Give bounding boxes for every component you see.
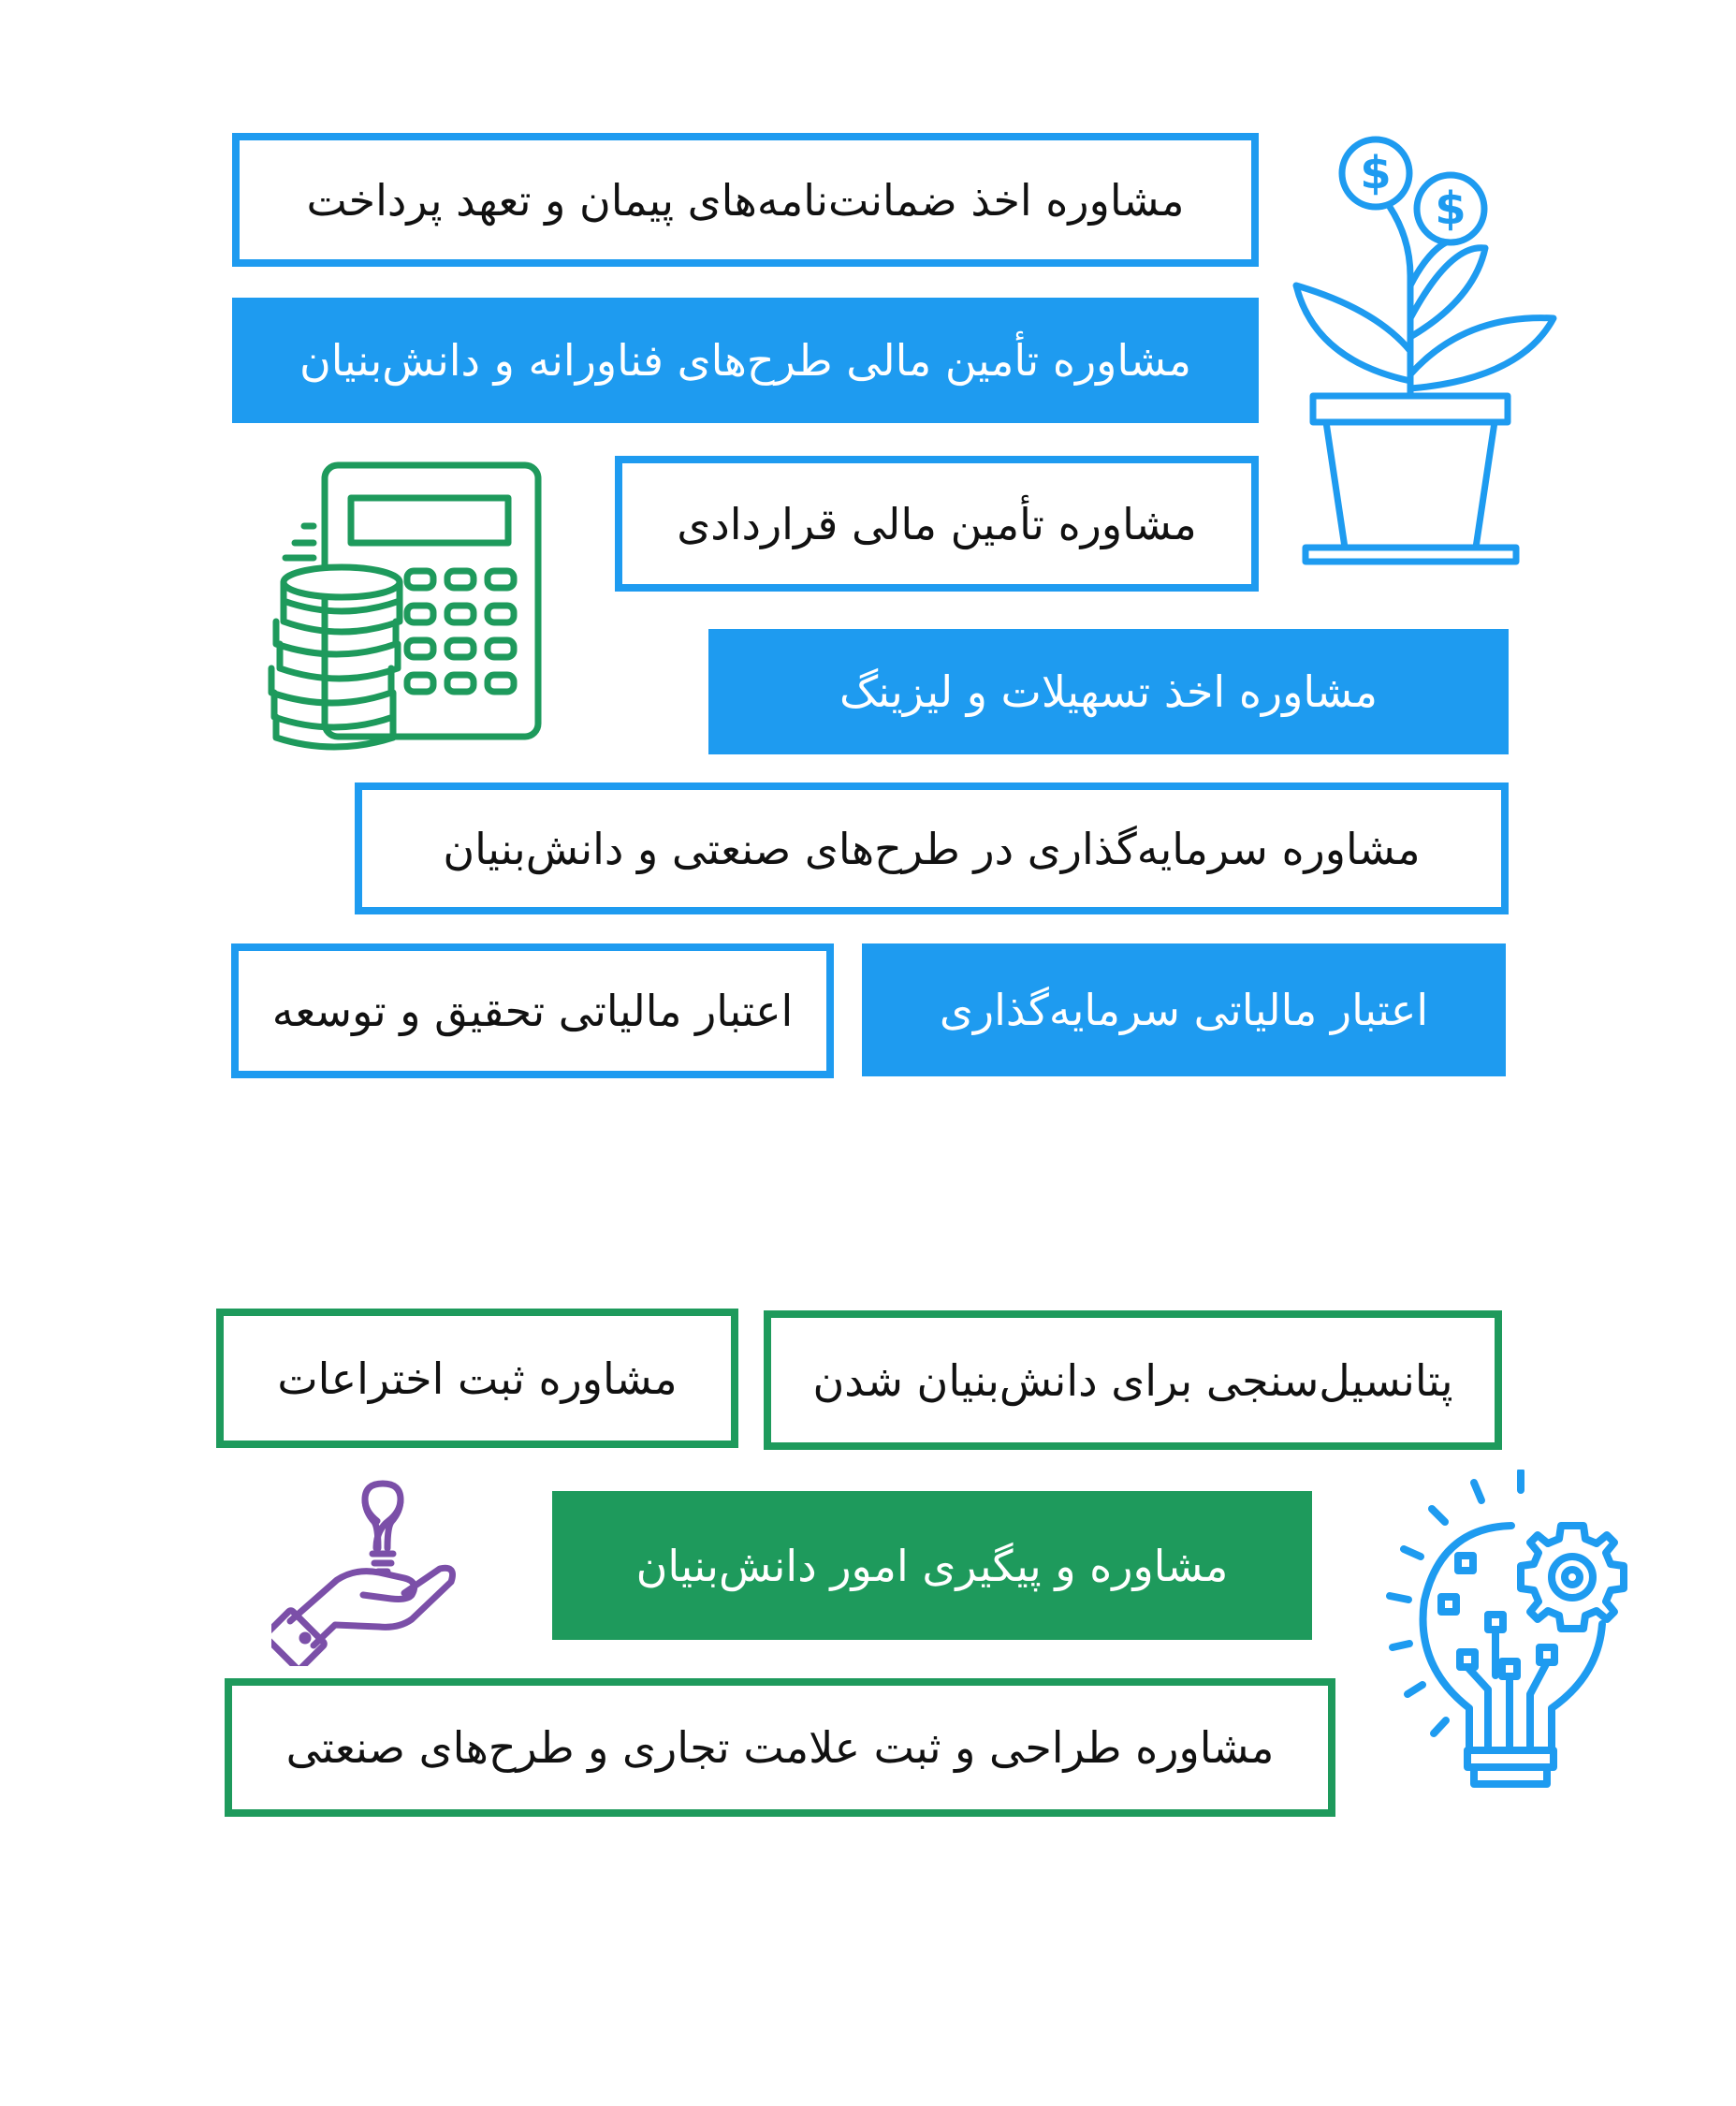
service-label: مشاوره اخذ ضمانت‌نامه‌های پیمان و تعهد پرداخت bbox=[306, 174, 1185, 226]
hand-lightbulb-icon bbox=[271, 1479, 459, 1666]
calculator-coins-icon bbox=[267, 461, 543, 760]
service-label: مشاوره تأمین مالی طرح‌های فناورانه و دانش‌بنیان bbox=[299, 335, 1192, 386]
service-knowledge-affairs[interactable] bbox=[552, 1491, 1312, 1640]
service-industrial-investment[interactable] bbox=[355, 782, 1509, 914]
service-contract-financing[interactable] bbox=[615, 456, 1259, 592]
money-plant-icon bbox=[1287, 136, 1563, 566]
service-label: مشاوره اخذ تسهیلات و لیزینگ bbox=[839, 666, 1379, 717]
service-label: مشاوره تأمین مالی قراردادی bbox=[677, 498, 1197, 549]
service-label: اعتبار مالیاتی تحقیق و توسعه bbox=[271, 986, 794, 1036]
service-label: پتانسیل‌سنجی برای دانش‌بنیان شدن bbox=[812, 1354, 1453, 1406]
service-patent-registration[interactable] bbox=[216, 1309, 738, 1448]
svg-text:$: $ bbox=[1360, 147, 1392, 199]
service-investment-tax-credit[interactable] bbox=[862, 943, 1506, 1076]
service-label: اعتبار مالیاتی سرمایه‌گذاری bbox=[939, 985, 1429, 1035]
service-trademark-design[interactable] bbox=[225, 1678, 1335, 1817]
service-label: مشاوره و پیگیری امور دانش‌بنیان bbox=[635, 1540, 1229, 1591]
service-knowledge-potential[interactable] bbox=[764, 1310, 1502, 1450]
service-label: مشاوره سرمایه‌گذاری در طرح‌های صنعتی و دانش‌بنیان bbox=[443, 823, 1421, 874]
service-tech-financing[interactable] bbox=[232, 298, 1259, 423]
service-loans-leasing[interactable] bbox=[708, 629, 1509, 754]
service-label: مشاوره ثبت اختراعات bbox=[277, 1353, 678, 1404]
lightbulb-gear-circuit-icon bbox=[1348, 1470, 1652, 1802]
service-rnd-tax-credit[interactable] bbox=[231, 943, 834, 1078]
svg-text:$: $ bbox=[1435, 183, 1466, 235]
service-label: مشاوره طراحی و ثبت علامت تجاری و طرح‌های صنعتی bbox=[285, 1722, 1275, 1773]
service-guarantee-letters[interactable] bbox=[232, 133, 1259, 267]
